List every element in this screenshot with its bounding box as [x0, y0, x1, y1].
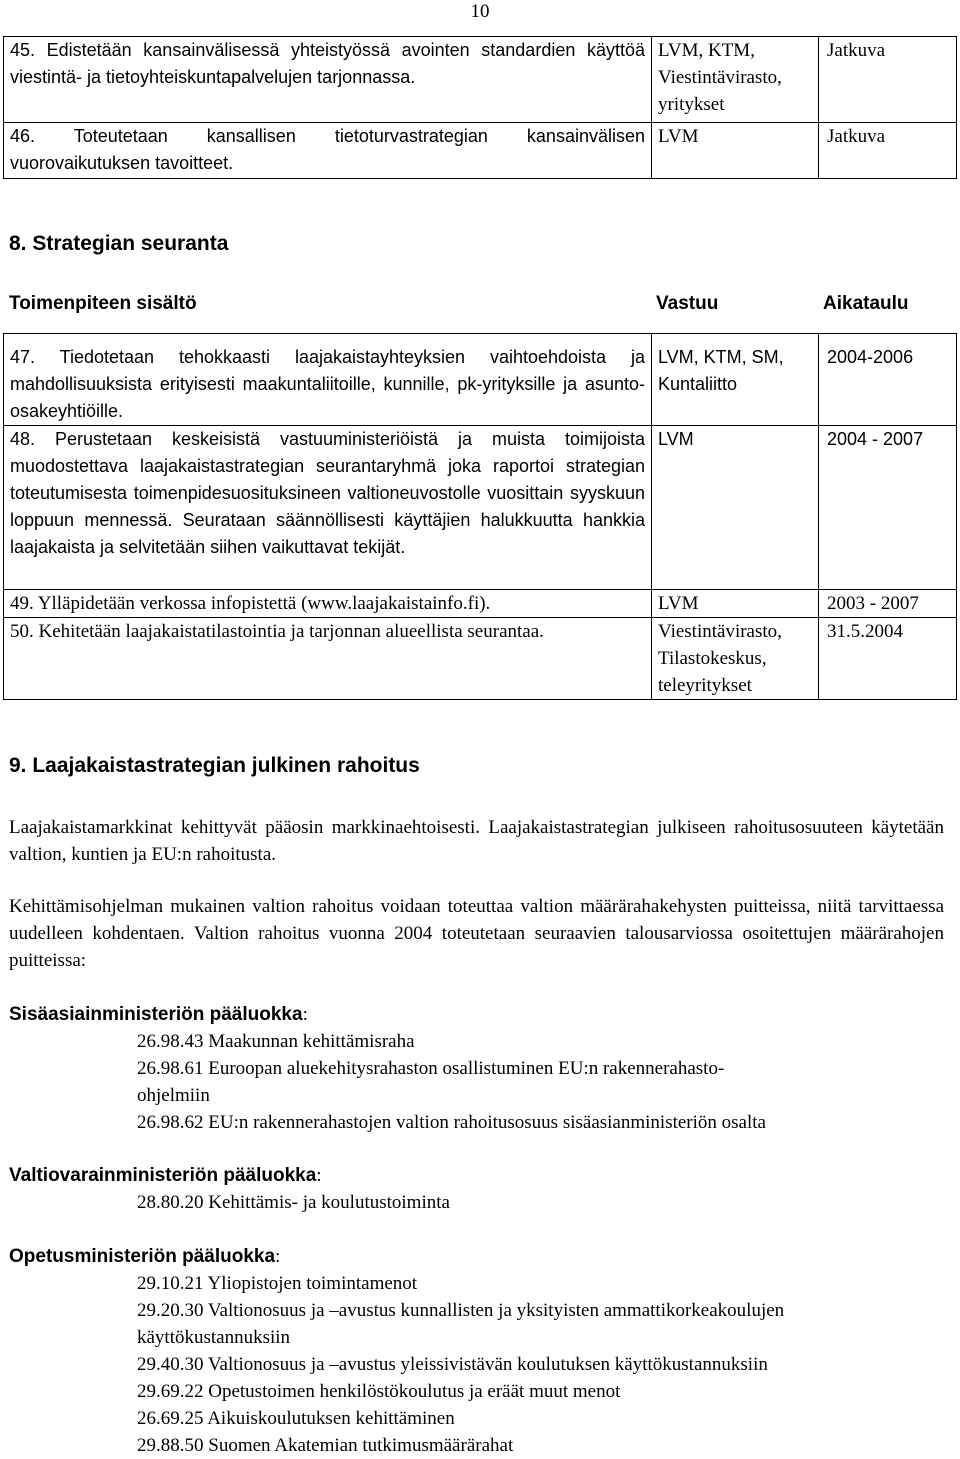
budget-item-list	[137, 1028, 937, 1136]
list-item: 26.98.43 Maakunnan kehittämisraha	[137, 1031, 415, 1052]
ministry-heading: Sisäasiainministeriön pääluokka:	[9, 1004, 308, 1025]
paragraph: Kehittämisohjelman mukainen valtion rahoitus voidaan toteuttaa valtion määrärahakehysten puitteissa, niitä tarvittaessa uudelleen kohdentaen. Valtion rahoitus vuonna 2004 toteutetaan seuraavien talousarviossa osoitettujen määrärahojen puitteissa:	[9, 896, 944, 971]
section-9-heading: 9. Laajakaistastrategian julkinen rahoitus	[9, 754, 420, 777]
table-row	[4, 123, 957, 179]
row-content: 46. Toteutetaan kansallisen tietoturvastrategian kansainvälisen vuorovaikutuksen tavoitteet.	[4, 123, 652, 179]
list-item: 26.69.25 Aikuiskoulutuksen kehittäminen	[137, 1408, 455, 1429]
list-item: 29.20.30 Valtionosuus ja –avustus kunnallisten ja yksityisten ammattikorkeakoulujen	[137, 1300, 785, 1321]
row-schedule: 31.5.2004	[819, 618, 957, 700]
ministry-name: Sisäasiainministeriön pääluokka	[9, 1004, 303, 1025]
actions-table-top	[3, 36, 957, 179]
list-item: 29.88.50 Suomen Akatemian tutkimusmäärärahat	[137, 1435, 514, 1456]
table-header	[9, 290, 949, 318]
list-item: 29.10.21 Yliopistojen toimintamenot	[137, 1273, 418, 1294]
page-number: 10	[470, 1, 490, 22]
row-responsibility: LVM, KTM, Viestintävirasto, yritykset	[652, 37, 819, 123]
list-item: 26.98.61 Euroopan aluekehitysrahaston osallistuminen EU:n rakennerahasto-	[137, 1058, 725, 1079]
row-responsibility: Viestintävirasto, Tilastokeskus, teleyritykset	[652, 618, 819, 700]
table-row	[4, 37, 957, 123]
row-content: 48. Perustetaan keskeisistä vastuuministeriöistä ja muista toimijoista muodostettava laajakaistastrategian seurantaryhmä joka raportoi strategian toteutumisesta toimenpidesuosituksineen valtioneuvostolle vuosittain syyskuun loppuun mennessä. Seurataan säännöllisesti käyttäjien halukkuutta hankkia laajakaista ja selvitetään siihen vaikuttavat tekijät.	[4, 426, 652, 590]
list-item: 28.80.20 Kehittämis- ja koulutustoiminta	[137, 1192, 450, 1213]
row-schedule: Jatkuva	[819, 37, 957, 123]
table-row	[4, 426, 957, 590]
row-responsibility: LVM	[652, 123, 819, 179]
table-row	[4, 618, 957, 700]
row-schedule: Jatkuva	[819, 123, 957, 179]
ministry-heading: Valtiovarainministeriön pääluokka:	[9, 1165, 322, 1186]
ministry-heading: Opetusministeriön pääluokka:	[9, 1246, 281, 1267]
row-responsibility: LVM	[652, 426, 819, 590]
column-header-content: Toimenpiteen sisältö	[9, 293, 197, 314]
section-8-heading: 8. Strategian seuranta	[9, 232, 229, 255]
row-content: 50. Kehitetään laajakaistatilastointia ja tarjonnan alueellista seurantaa.	[4, 618, 652, 700]
column-header-schedule: Aikataulu	[823, 293, 909, 314]
actions-table-monitoring	[3, 333, 957, 700]
table-row	[4, 334, 957, 426]
list-item: 26.98.62 EU:n rakennerahastojen valtion rahoitusosuus sisäasianministeriön osalta	[137, 1112, 766, 1133]
column-header-responsibility: Vastuu	[656, 293, 719, 314]
list-item: 29.40.30 Valtionosuus ja –avustus yleissivistävän koulutuksen käyttökustannuksiin	[137, 1354, 768, 1375]
row-content: 45. Edistetään kansainvälisessä yhteistyössä avointen standardien käyttöä viestintä- ja tietoyhteiskuntapalvelujen tarjonnassa.	[4, 37, 652, 123]
row-content: 47. Tiedotetaan tehokkaasti laajakaistayhteyksien vaihtoehdoista ja mahdollisuuksista erityisesti maakuntaliitoille, kunnille, pk-yrityksille ja asunto-osakeyhtiöille.	[4, 334, 652, 426]
row-schedule: 2004 - 2007	[819, 426, 957, 590]
list-item: 29.69.22 Opetustoimen henkilöstökoulutus ja eräät muut menot	[137, 1381, 621, 1402]
ministry-name: Opetusministeriön pääluokka	[9, 1246, 276, 1267]
row-content: 49. Ylläpidetään verkossa infopistettä (www.laajakaistainfo.fi).	[4, 590, 652, 618]
row-responsibility: LVM	[652, 590, 819, 618]
list-item: ohjelmiin	[137, 1085, 210, 1106]
budget-item-list	[137, 1270, 937, 1459]
budget-item-list	[137, 1189, 937, 1216]
paragraph: Laajakaistamarkkinat kehittyvät pääosin markkinaehtoisesti. Laajakaistastrategian julkiseen rahoitusosuuteen käytetään valtion, kuntien ja EU:n rahoitusta.	[9, 817, 944, 865]
row-responsibility: LVM, KTM, SM, Kuntaliitto	[652, 334, 819, 426]
table-row	[4, 590, 957, 618]
list-item: käyttökustannuksiin	[137, 1327, 291, 1348]
row-schedule: 2004-2006	[819, 334, 957, 426]
ministry-name: Valtiovarainministeriön pääluokka	[9, 1165, 317, 1186]
row-schedule: 2003 - 2007	[819, 590, 957, 618]
